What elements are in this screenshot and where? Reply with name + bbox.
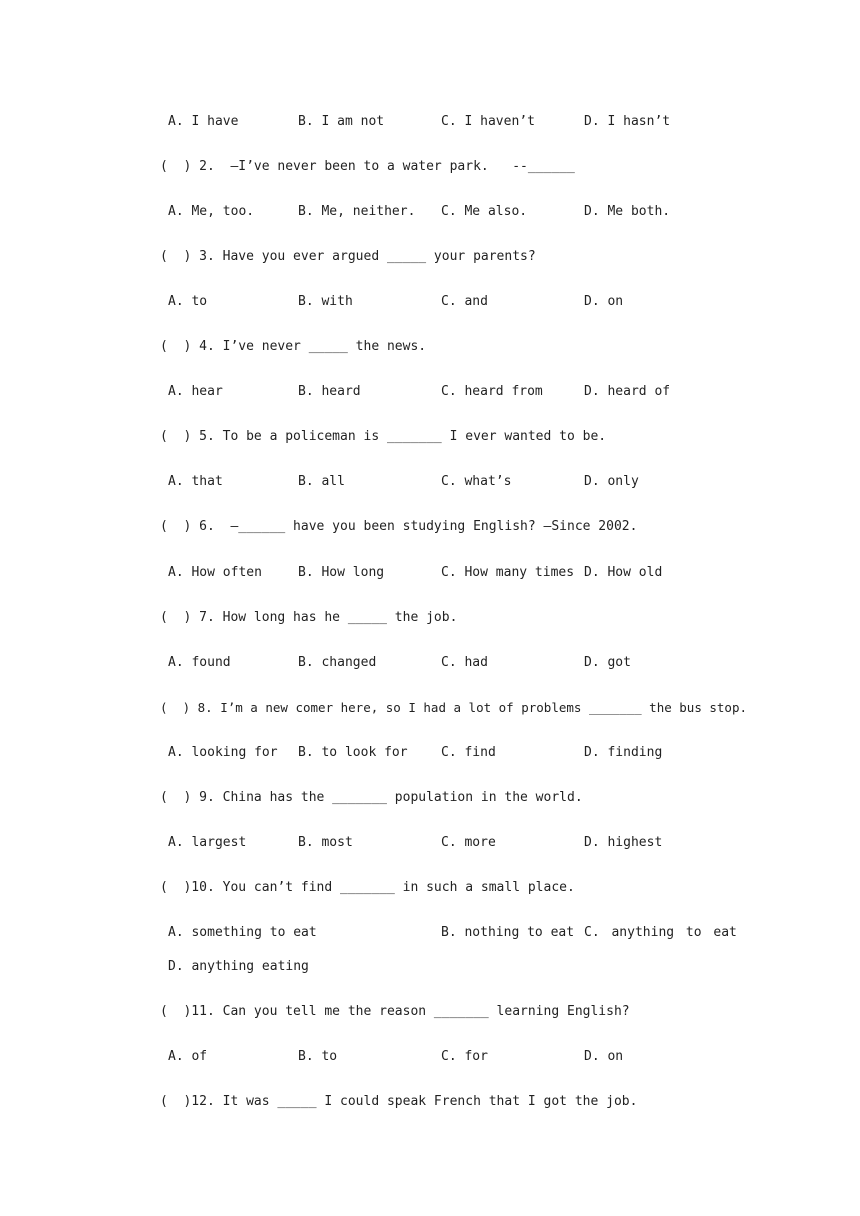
question-12: ( )12. It was _____ I could speak French that I got the job.: [160, 1094, 638, 1109]
option-c: C. How many times: [441, 565, 575, 580]
option-c: C. for: [441, 1049, 488, 1064]
option-d: D. finding: [584, 745, 663, 760]
option-b: B. nothing to eat: [441, 925, 575, 940]
option-b: B. all: [298, 474, 345, 489]
option-c: C. and: [441, 294, 488, 309]
option-c: C. heard from: [441, 384, 543, 399]
option-a: A. of: [168, 1049, 208, 1064]
question-6: ( ) 6. –______ have you been studying English? –Since 2002.: [160, 519, 638, 534]
option-b: B. I am not: [298, 114, 385, 129]
option-d: D. got: [584, 655, 631, 670]
option-c: C. find: [441, 745, 496, 760]
option-a: A. looking for: [168, 745, 278, 760]
option-d: D. anything eating: [168, 959, 309, 974]
option-a: A. hear: [168, 384, 223, 399]
option-c: C. what’s: [441, 474, 512, 489]
option-c: C. Me also.: [441, 204, 528, 219]
option-b: B. to: [298, 1049, 338, 1064]
option-b: B. most: [298, 835, 353, 850]
option-a: A. largest: [168, 835, 247, 850]
option-d: D. Me both.: [584, 204, 671, 219]
option-d: D. on: [584, 294, 624, 309]
option-c: C. I haven’t: [441, 114, 535, 129]
option-c: C. more: [441, 835, 496, 850]
question-11: ( )11. Can you tell me the reason _______ learning English?: [160, 1004, 630, 1019]
option-c: C. had: [441, 655, 488, 670]
option-d: D. on: [584, 1049, 624, 1064]
option-a: A. something to eat: [168, 925, 317, 940]
option-b: B. Me, neither.: [298, 204, 416, 219]
option-d: D. How old: [584, 565, 663, 580]
question-4: ( ) 4. I’ve never _____ the news.: [160, 339, 427, 354]
option-a: A. to: [168, 294, 208, 309]
option-a: A. found: [168, 655, 231, 670]
option-b: B. heard: [298, 384, 361, 399]
question-5: ( ) 5. To be a policeman is _______ I ever wanted to be.: [160, 429, 607, 444]
option-b: B. to look for: [298, 745, 408, 760]
option-a: A. How often: [168, 565, 262, 580]
option-b: B. changed: [298, 655, 377, 670]
question-9: ( ) 9. China has the _______ population in the world.: [160, 790, 583, 805]
option-b: B. with: [298, 294, 353, 309]
option-d: D. highest: [584, 835, 663, 850]
option-d: D. I hasn’t: [584, 114, 671, 129]
question-2: ( ) 2. –I’ve never been to a water park. --______: [160, 159, 575, 174]
question-3: ( ) 3. Have you ever argued _____ your parents?: [160, 249, 536, 264]
option-a: A. that: [168, 474, 223, 489]
option-d: D. only: [584, 474, 639, 489]
question-10: ( )10. You can’t find _______ in such a small place.: [160, 880, 575, 895]
question-7: ( ) 7. How long has he _____ the job.: [160, 610, 458, 625]
option-d: D. heard of: [584, 384, 671, 399]
question-8: ( ) 8. I’m a new comer here, so I had a lot of problems _______ the bus stop.: [160, 700, 747, 715]
option-a: A. I have: [168, 114, 239, 129]
option-a: A. Me, too.: [168, 204, 255, 219]
option-c: C. anything to eat: [584, 925, 737, 940]
option-b: B. How long: [298, 565, 385, 580]
